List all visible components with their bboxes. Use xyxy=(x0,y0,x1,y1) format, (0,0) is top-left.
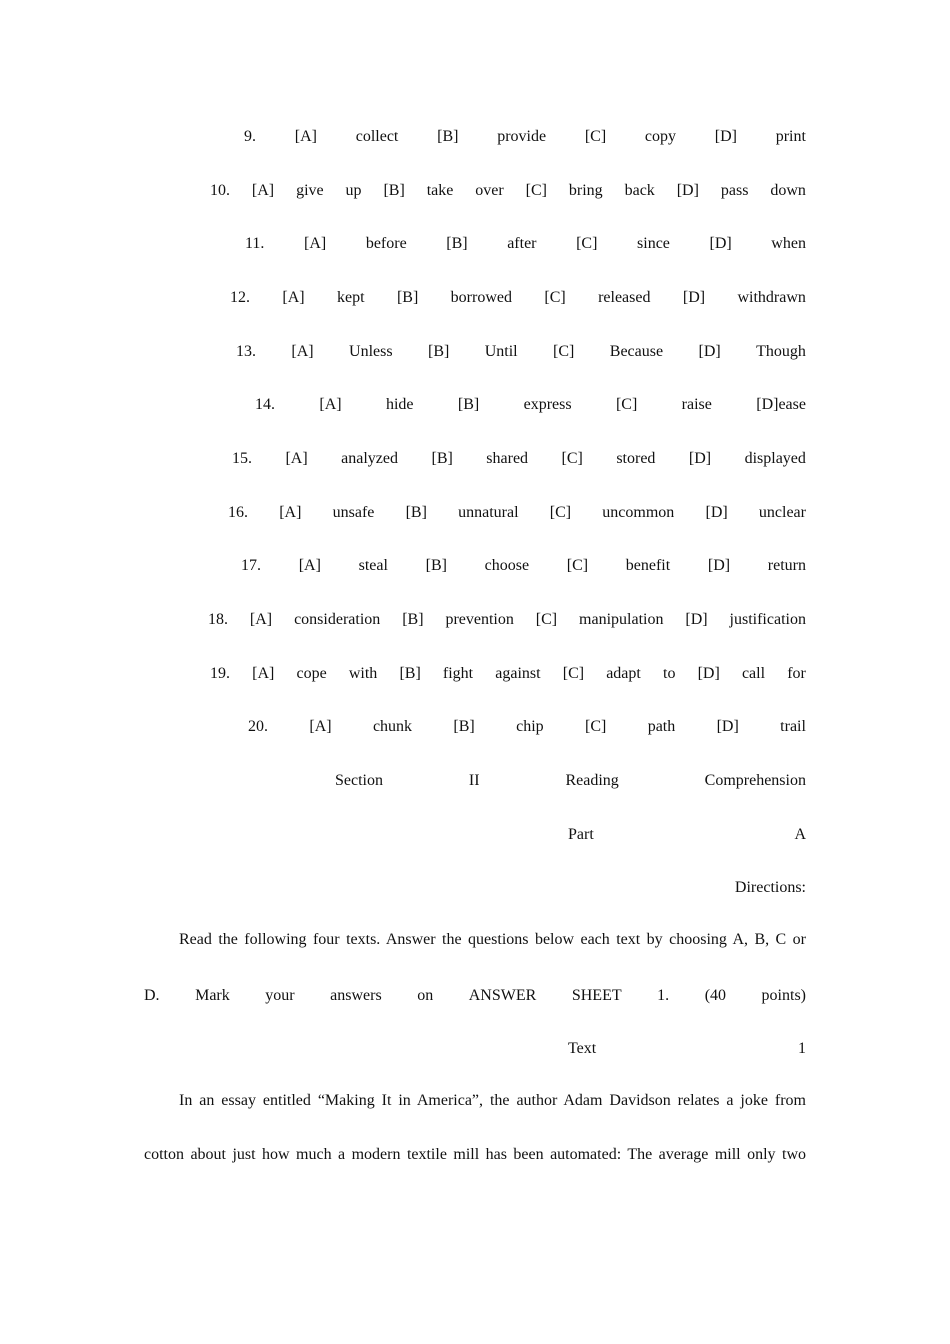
question-17-options xyxy=(241,555,806,577)
option-token: [D] xyxy=(698,343,721,360)
directions-line-1: Read the following four texts. Answer the questions below each text by choosing A, B, C or xyxy=(179,931,806,948)
question-11-options xyxy=(245,233,806,255)
option-token: since xyxy=(637,235,670,252)
option-token: take xyxy=(426,182,454,199)
option-token: unnatural xyxy=(458,504,519,521)
option-token: copy xyxy=(644,128,676,145)
option-token: kept xyxy=(337,289,365,306)
option-token: with xyxy=(348,665,378,682)
question-number: 16. xyxy=(228,504,248,521)
option-token: [D] xyxy=(714,128,737,145)
directions-word: 1. xyxy=(657,987,670,1004)
directions-word: on xyxy=(417,987,434,1004)
question-number: 19. xyxy=(210,665,230,682)
option-token: when xyxy=(771,235,806,252)
option-token: [A] xyxy=(298,557,321,574)
option-token: to xyxy=(663,665,676,682)
option-token: [D] xyxy=(716,718,739,735)
option-token: benefit xyxy=(625,557,671,574)
option-token: [C] xyxy=(562,665,585,682)
option-token: express xyxy=(523,396,572,413)
option-token: Though xyxy=(756,343,806,360)
option-token: [D] xyxy=(705,504,728,521)
question-18-options xyxy=(208,609,806,631)
option-token: manipulation xyxy=(579,611,664,628)
option-token: [C] xyxy=(553,343,575,360)
part-heading xyxy=(568,824,806,846)
option-token: down xyxy=(770,182,806,199)
option-token: [B] xyxy=(446,235,468,252)
text-heading xyxy=(568,1038,806,1060)
directions-line-2 xyxy=(144,985,806,1007)
option-token: [D] xyxy=(697,665,720,682)
option-token: [C] xyxy=(584,128,607,145)
option-token: prevention xyxy=(445,611,514,628)
question-20-options xyxy=(248,716,806,738)
directions-word: ANSWER xyxy=(468,987,537,1004)
question-14-options xyxy=(255,394,806,416)
option-token: up xyxy=(345,182,362,199)
directions-word: D. xyxy=(144,987,160,1004)
heading-word: Section xyxy=(335,772,383,789)
option-token: provide xyxy=(497,128,547,145)
question-number: 9. xyxy=(244,128,256,145)
body-line-1: In an essay entitled “Making It in America”, the author Adam Davidson relates a joke from xyxy=(179,1092,806,1109)
option-token: consideration xyxy=(294,611,381,628)
directions-label xyxy=(144,877,806,899)
option-token: [B] xyxy=(431,450,453,467)
option-token: bring xyxy=(568,182,603,199)
option-token: [A] xyxy=(279,504,302,521)
question-13-options xyxy=(236,341,806,363)
option-token: [A] xyxy=(251,182,275,199)
option-token: [D] xyxy=(682,289,706,306)
option-token: after xyxy=(507,235,537,252)
option-token: raise xyxy=(681,396,712,413)
option-token: displayed xyxy=(744,450,806,467)
option-token: [C] xyxy=(544,289,566,306)
option-token: for xyxy=(787,665,806,682)
option-token: print xyxy=(775,128,806,145)
option-token: [A] xyxy=(285,450,308,467)
option-token: [A] xyxy=(291,343,314,360)
option-token: choose xyxy=(484,557,530,574)
option-token: analyzed xyxy=(341,450,399,467)
question-number: 18. xyxy=(208,611,228,628)
option-token: [C] xyxy=(566,557,589,574)
option-token: collect xyxy=(355,128,399,145)
option-token: [B] xyxy=(399,665,421,682)
option-token: pass xyxy=(720,182,749,199)
option-token: path xyxy=(647,718,676,735)
option-token: [C] xyxy=(576,235,598,252)
directions-label-text: Directions: xyxy=(734,879,806,896)
heading-word: Comprehension xyxy=(704,772,806,789)
heading-word: 1 xyxy=(798,1040,806,1057)
heading-word: A xyxy=(794,826,806,843)
option-token: [B] xyxy=(405,504,427,521)
heading-word: Reading xyxy=(565,772,619,789)
option-token: [B] xyxy=(437,128,459,145)
heading-word: II xyxy=(468,772,480,789)
option-token: [A] xyxy=(309,718,332,735)
option-token: [D] xyxy=(707,557,731,574)
directions-word: (40 xyxy=(704,987,727,1004)
option-token: Until xyxy=(484,343,518,360)
option-token: [B] xyxy=(428,343,450,360)
option-token: steal xyxy=(358,557,388,574)
option-token: [B] xyxy=(457,396,480,413)
question-number: 10. xyxy=(210,182,230,199)
directions-word: your xyxy=(265,987,295,1004)
option-token: [A] xyxy=(294,128,317,145)
option-token: adapt xyxy=(606,665,641,682)
body-line-2: cotton about just how much a modern textile mill has been automated: The average mill only two xyxy=(144,1146,806,1163)
option-token: return xyxy=(767,557,806,574)
option-token: [A] xyxy=(252,665,275,682)
heading-word: Part xyxy=(568,826,594,843)
option-token: [D] xyxy=(688,450,712,467)
option-token: [C] xyxy=(585,718,607,735)
option-token: Because xyxy=(609,343,664,360)
question-number: 12. xyxy=(230,289,250,306)
option-token: hide xyxy=(385,396,414,413)
option-token: call xyxy=(741,665,766,682)
option-token: against xyxy=(495,665,541,682)
directions-word: SHEET xyxy=(571,987,622,1004)
option-token: Unless xyxy=(349,343,393,360)
option-token: fight xyxy=(442,665,474,682)
option-token: trail xyxy=(780,718,806,735)
question-number: 14. xyxy=(255,396,275,413)
directions-word: points) xyxy=(761,987,806,1004)
option-token: withdrawn xyxy=(737,289,806,306)
question-12-options xyxy=(230,287,806,309)
option-token: released xyxy=(598,289,651,306)
option-token: cope xyxy=(296,665,327,682)
option-token: [C] xyxy=(549,504,572,521)
question-19-options xyxy=(210,663,806,685)
option-token: [D] xyxy=(709,235,732,252)
option-token: unclear xyxy=(758,504,806,521)
option-token: [A] xyxy=(304,235,327,252)
question-number: 17. xyxy=(241,557,261,574)
option-token: [C] xyxy=(525,182,547,199)
option-token: [B] xyxy=(425,557,447,574)
option-token: borrowed xyxy=(450,289,512,306)
heading-word: Text xyxy=(568,1040,597,1057)
option-token: [D] xyxy=(676,182,699,199)
option-token: shared xyxy=(486,450,529,467)
option-token: before xyxy=(365,235,407,252)
question-15-options xyxy=(232,448,806,470)
option-token: [B] xyxy=(396,289,419,306)
option-token: uncommon xyxy=(602,504,675,521)
option-token: [A] xyxy=(249,611,273,628)
option-token: [B] xyxy=(383,182,405,199)
option-token: [D] xyxy=(685,611,708,628)
option-token: [A] xyxy=(282,289,305,306)
directions-word: Mark xyxy=(195,987,230,1004)
option-token: [B] xyxy=(402,611,424,628)
question-number: 11. xyxy=(245,235,265,252)
option-token: over xyxy=(475,182,504,199)
option-token: [D]ease xyxy=(756,396,806,413)
option-token: chunk xyxy=(372,718,413,735)
option-token: justification xyxy=(729,611,806,628)
question-number: 15. xyxy=(232,450,252,467)
question-10-options xyxy=(210,180,806,202)
section-heading xyxy=(335,770,806,792)
question-number: 13. xyxy=(236,343,256,360)
option-token: [A] xyxy=(319,396,342,413)
option-token: back xyxy=(624,182,655,199)
option-token: [C] xyxy=(535,611,558,628)
option-token: stored xyxy=(616,450,656,467)
option-token: chip xyxy=(516,718,544,735)
question-16-options xyxy=(228,502,806,524)
option-token: [B] xyxy=(453,718,475,735)
option-token: [C] xyxy=(615,396,638,413)
option-token: [C] xyxy=(561,450,583,467)
directions-word: answers xyxy=(330,987,382,1004)
option-token: unsafe xyxy=(332,504,375,521)
question-number: 20. xyxy=(248,718,268,735)
question-9-options xyxy=(244,126,806,148)
option-token: give xyxy=(296,182,324,199)
